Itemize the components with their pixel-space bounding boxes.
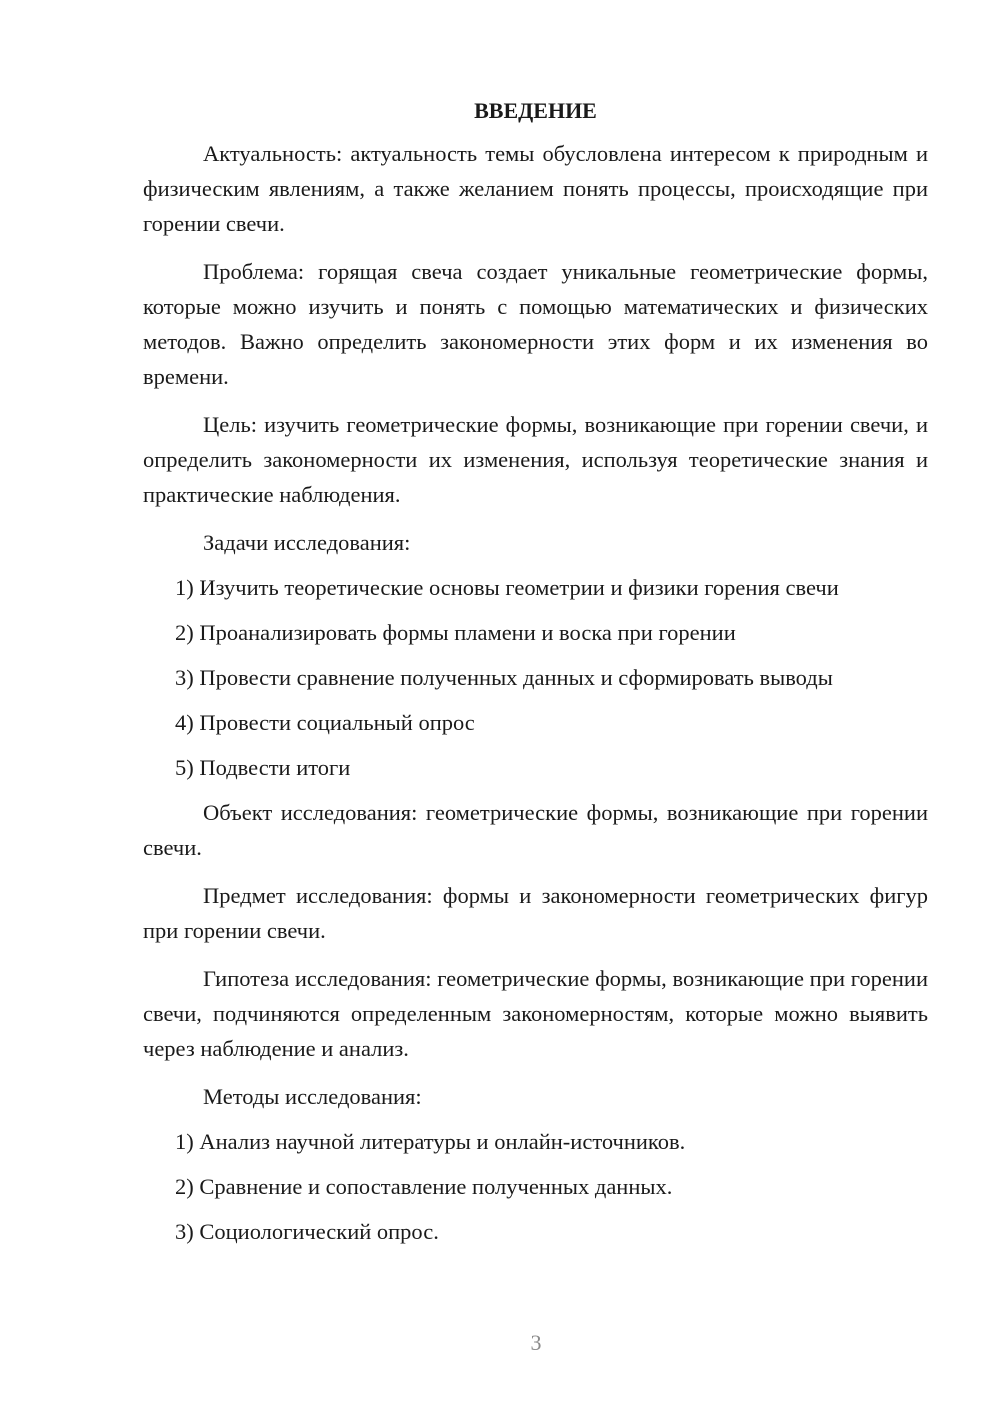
page-title: ВВЕДЕНИЕ xyxy=(474,98,597,123)
problem-paragraph: Проблема: горящая свеча создает уникальные геометрические формы, которые можно изучить и понять с помощью математических и физических методов. Важно определить закономерности этих форм и их изменения во времени. xyxy=(143,259,928,389)
methods-list xyxy=(143,1124,928,1249)
list-item: 2) Проанализировать формы пламени и воска при горении xyxy=(175,620,736,645)
relevance-paragraph: Актуальность: актуальность темы обусловлена интересом к природным и физическим явлениям, а также желанием понять процессы, происходящие при горении свечи. xyxy=(143,141,928,236)
tasks-list xyxy=(143,570,928,785)
tasks-heading: Задачи исследования: xyxy=(203,530,411,555)
goal-paragraph: Цель: изучить геометрические формы, возникающие при горении свечи, и определить закономерности их изменения, используя теоретические знания и практические наблюдения. xyxy=(143,412,928,507)
hypothesis-paragraph: Гипотеза исследования: геометрические формы, возникающие при горении свечи, подчиняются определенным закономерностям, которые можно выявить через наблюдение и анализ. xyxy=(143,966,928,1061)
list-item: 1) Анализ научной литературы и онлайн-источников. xyxy=(175,1129,686,1154)
subject-paragraph: Предмет исследования: формы и закономерности геометрических фигур при горении свечи. xyxy=(143,883,928,943)
page-number: 3 xyxy=(530,1330,542,1355)
list-item: 3) Провести сравнение полученных данных и сформировать выводы xyxy=(175,665,833,690)
list-item: 3) Социологический опрос. xyxy=(175,1219,439,1244)
page-content xyxy=(143,92,928,1259)
list-item: 2) Сравнение и сопоставление полученных данных. xyxy=(175,1174,673,1199)
list-item: 1) Изучить теоретические основы геометрии и физики горения свечи xyxy=(175,575,839,600)
object-paragraph: Объект исследования: геометрические формы, возникающие при горении свечи. xyxy=(143,800,928,860)
list-item: 4) Провести социальный опрос xyxy=(175,710,475,735)
methods-heading: Методы исследования: xyxy=(203,1084,422,1109)
list-item: 5) Подвести итоги xyxy=(175,755,351,780)
